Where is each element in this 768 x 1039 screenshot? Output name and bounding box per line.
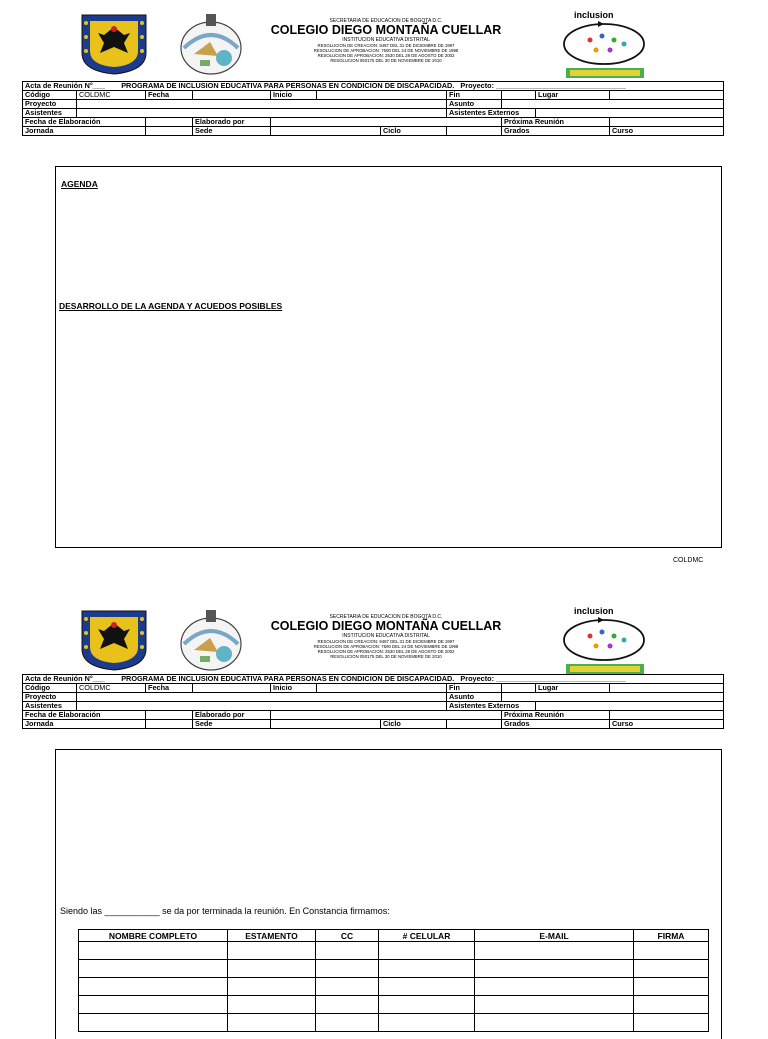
asistentes-label: Asistentes	[23, 702, 77, 711]
letterhead-text	[256, 614, 516, 659]
sede-field[interactable]	[271, 127, 381, 136]
proyecto-field[interactable]	[77, 693, 447, 702]
letterhead	[0, 10, 768, 90]
desarrollo-heading: DESARROLLO DE LA AGENDA Y ACUEDOS POSIBLES	[59, 301, 283, 311]
asunto-field[interactable]	[502, 693, 724, 702]
col-firma: FIRMA	[634, 930, 709, 942]
elaborado-por-label: Elaborado por	[193, 118, 271, 127]
school-name: COLEGIO DIEGO MONTAÑA CUELLAR	[270, 619, 502, 633]
asistentes-externos-label: Asistentes Externos	[447, 109, 536, 118]
asunto-label: Asunto	[447, 693, 502, 702]
meeting-info-table	[22, 674, 724, 729]
fecha-field[interactable]	[193, 684, 271, 693]
inicio-field[interactable]	[317, 684, 447, 693]
proyecto-line: Proyecto: ________________________________	[460, 81, 626, 90]
col-celular: # CELULAR	[379, 930, 475, 942]
fin-field[interactable]	[502, 684, 536, 693]
fecha-elaboracion-label: Fecha de Elaboración	[23, 118, 146, 127]
institution-text: INSTITUCION EDUCATIVA DISTRITAL	[342, 37, 430, 43]
footer-code: COLDMC	[673, 557, 704, 564]
resolution-line: RESOLUCION DE CREACION: 9487 DEL 31 DE DICIEMBRE DE 1997	[317, 43, 455, 48]
table-row[interactable]	[79, 978, 709, 996]
proyecto-label: Proyecto	[23, 693, 77, 702]
curso-label: Curso	[610, 127, 724, 136]
col-cc: CC	[316, 930, 379, 942]
ciclo-label: Ciclo	[381, 720, 447, 729]
jornada-label: Jornada	[23, 127, 146, 136]
proyecto-line: Proyecto: ________________________________	[460, 674, 626, 683]
agenda-box[interactable]	[55, 166, 722, 548]
fin-label: Fin	[447, 91, 502, 100]
asistentes-externos-label: Asistentes Externos	[447, 702, 536, 711]
fin-label: Fin	[447, 684, 502, 693]
asistentes-field[interactable]	[77, 109, 447, 118]
col-email: E-MAIL	[475, 930, 634, 942]
table-row[interactable]	[79, 942, 709, 960]
elaborado-por-label: Elaborado por	[193, 711, 271, 720]
bogota-shield-logo	[80, 609, 148, 671]
asistentes-field[interactable]	[77, 702, 447, 711]
closing-statement: Siendo las ___________ se da por terminada la reunión. En Constancia firmamos:	[60, 906, 390, 916]
program-title: PROGRAMA DE INCLUSION EDUCATIVA PARA PERSONAS EN CONDICION DE DISCAPACIDAD.	[121, 81, 455, 90]
jornada-field[interactable]	[146, 127, 193, 136]
acta-label: Acta de Reunión N°___	[25, 674, 105, 683]
inicio-label: Inicio	[271, 91, 317, 100]
signature-table	[78, 929, 709, 1032]
school-crest-logo	[178, 12, 244, 76]
secretaria-text: SECRETARIA DE EDUCACION DE BOGOTA D.C.	[329, 18, 443, 24]
table-row[interactable]	[79, 1014, 709, 1032]
proxima-reunion-label: Próxima Reunión	[502, 118, 610, 127]
inicio-field[interactable]	[317, 91, 447, 100]
curso-label: Curso	[610, 720, 724, 729]
ciclo-label: Ciclo	[381, 127, 447, 136]
resolution-line: RESOLUCION DE APROBACION: 2530 DEL 28 DE AGOSTO DE 2002	[317, 53, 455, 58]
resolution-line: RESOLUCION DE APROBACION: 7590 DEL 24 DE NOVIEMBRE DE 1998	[313, 644, 459, 649]
inicio-label: Inicio	[271, 684, 317, 693]
bogota-shield-logo	[80, 13, 148, 75]
grados-label: Grados	[502, 127, 610, 136]
elaborado-por-field[interactable]	[271, 711, 502, 720]
meeting-info-table	[22, 81, 724, 136]
elaborado-por-field[interactable]	[271, 118, 502, 127]
proxima-reunion-field[interactable]	[610, 118, 724, 127]
inclusion-logo	[560, 10, 650, 80]
school-crest-logo	[178, 608, 244, 672]
fecha-field[interactable]	[193, 91, 271, 100]
secretaria-text: SECRETARIA DE EDUCACION DE BOGOTA D.C.	[329, 614, 443, 620]
jornada-field[interactable]	[146, 720, 193, 729]
codigo-label: Código	[23, 684, 77, 693]
letterhead-text	[256, 18, 516, 63]
lugar-label: Lugar	[536, 91, 610, 100]
proxima-reunion-field[interactable]	[610, 711, 724, 720]
inclusion-logo-text: inclusion	[574, 10, 614, 20]
fecha-label: Fecha	[146, 91, 193, 100]
jornada-label: Jornada	[23, 720, 146, 729]
resolution-line: RESOLUCION DE APROBACION: 2530 DEL 28 DE AGOSTO DE 2002	[317, 649, 455, 654]
asistentes-label: Asistentes	[23, 109, 77, 118]
table-row[interactable]	[79, 996, 709, 1014]
resolution-line: RESOLUCION 050175 DEL 30 DE NOVIEMBRE DE 2010	[330, 654, 442, 659]
fecha-elaboracion-field[interactable]	[146, 118, 193, 127]
proyecto-field[interactable]	[77, 100, 447, 109]
fin-field[interactable]	[502, 91, 536, 100]
fecha-label: Fecha	[146, 684, 193, 693]
sede-label: Sede	[193, 720, 271, 729]
sede-label: Sede	[193, 127, 271, 136]
lugar-field[interactable]	[610, 684, 724, 693]
col-estamento: ESTAMENTO	[228, 930, 316, 942]
resolution-line: RESOLUCION DE APROBACION: 7590 DEL 24 DE NOVIEMBRE DE 1998	[313, 48, 459, 53]
agenda-heading: AGENDA	[61, 179, 98, 189]
codigo-value: COLDMC	[77, 91, 146, 100]
asistentes-externos-field[interactable]	[536, 109, 724, 118]
asunto-field[interactable]	[502, 100, 724, 109]
inclusion-logo-text: inclusion	[574, 606, 614, 616]
fecha-elaboracion-label: Fecha de Elaboración	[23, 711, 146, 720]
inclusion-circle-icon	[560, 606, 650, 676]
ciclo-field[interactable]	[447, 720, 502, 729]
grados-label: Grados	[502, 720, 610, 729]
page-2	[0, 596, 768, 1024]
codigo-value: COLDMC	[77, 684, 146, 693]
inclusion-logo	[560, 606, 650, 676]
proxima-reunion-label: Próxima Reunión	[502, 711, 610, 720]
col-nombre: NOMBRE COMPLETO	[79, 930, 228, 942]
resolution-line: RESOLUCION DE CREACION: 9487 DEL 31 DE DICIEMBRE DE 1997	[317, 639, 455, 644]
inclusion-circle-icon	[560, 10, 650, 80]
fecha-elaboracion-field[interactable]	[146, 711, 193, 720]
sede-field[interactable]	[271, 720, 381, 729]
resolution-line: RESOLUCION 050175 DEL 30 DE NOVIEMBRE DE 2010	[330, 58, 442, 63]
program-title: PROGRAMA DE INCLUSION EDUCATIVA PARA PERSONAS EN CONDICION DE DISCAPACIDAD.	[121, 674, 455, 683]
codigo-label: Código	[23, 91, 77, 100]
school-name: COLEGIO DIEGO MONTAÑA CUELLAR	[270, 23, 502, 37]
asunto-label: Asunto	[447, 100, 502, 109]
proyecto-label: Proyecto	[23, 100, 77, 109]
table-row[interactable]	[79, 960, 709, 978]
lugar-label: Lugar	[536, 684, 610, 693]
asistentes-externos-field[interactable]	[536, 702, 724, 711]
institution-text: INSTITUCION EDUCATIVA DISTRITAL	[342, 633, 430, 639]
lugar-field[interactable]	[610, 91, 724, 100]
ciclo-field[interactable]	[447, 127, 502, 136]
acta-label: Acta de Reunión N°___	[25, 81, 105, 90]
